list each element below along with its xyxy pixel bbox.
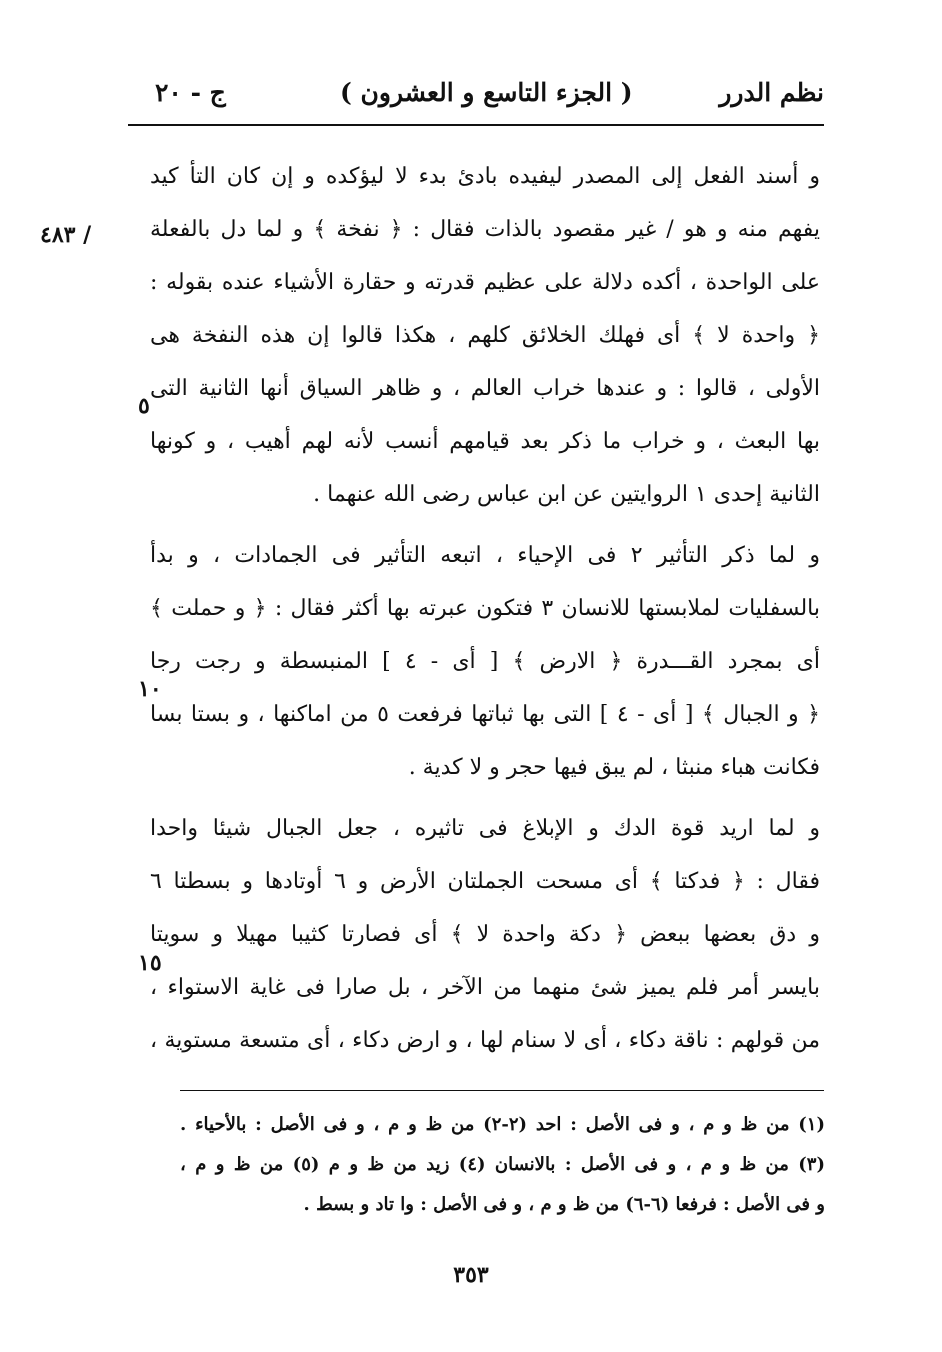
text-line: بالسفليات لملابستها للانسان ٣ فتكون عبرته بها أكثر فقال : ﴿ و حملت ﴾ — [150, 596, 820, 621]
text-line: ﴿ و الجبال ﴾ [ أى - ٤ ] التى بها ثباتها فرفعت ٥ من اماكنها ، و بستا بسا — [150, 702, 820, 727]
line-number-15: ١٥ — [138, 950, 162, 976]
text-line: و لما اريد قوة الدك و الإبلاغ فى تاثيره ، جعل الجبال شيئا واحدا — [150, 816, 820, 841]
page-number: ٣٥٣ — [453, 1262, 489, 1288]
text-line: فكانت هباء منبثا ، لم يبق فيها حجر و لا كدية . — [408, 755, 820, 780]
text-line: من قولهم : ناقة دكاء ، أى لا سنام لها ، و ارض دكاء ، أى متسعة مستوية ، — [150, 1028, 820, 1053]
text-line: و دق بعضها ببعض ﴿ دكة واحدة لا ﴾ أى فصارتا كثيبا مهيلا و سويتا — [150, 922, 820, 947]
text-line: فقال : ﴿ فدكتا ﴾ أى مسحت الجملتان الأرض و ٦ أوتادها و بسطتا ٦ — [150, 869, 820, 894]
text-line: ﴿ واحدة لا ﴾ أى فهلك الخلائق كلهم ، هكذا قالوا إن هذه النفخة هى — [150, 323, 820, 348]
part-title: ( الجزء التاسع و العشرون ) — [340, 78, 633, 107]
footnote-line: (٣) من ظ و م ، و فى الأصل : بالانسان (٤) زيد من ظ و م (٥) من ظ و م ، — [180, 1154, 825, 1175]
header-rule — [128, 124, 824, 126]
text-line: بها البعث ، و خراب ما ذكر بعد قيامهم أنسب لأنه لهم أهيب ، و كونها — [150, 429, 820, 454]
line-number-10: ١٠ — [138, 676, 162, 702]
text-line: أى بمجرد القـــدرة ﴿ الارض ﴾ [ أى - ٤ ] المنبسطة و رجت رجا — [150, 649, 820, 674]
line-number-5: ٥ — [138, 393, 150, 419]
main-text — [150, 150, 820, 1067]
text-line: الثانية إحدى ١ الروايتين عن ابن عباس رضى الله عنهما . — [313, 482, 820, 507]
folio-marker: / ٤٨٣ — [40, 222, 92, 248]
text-line: بايسر أمر فلم يميز شئ منهما من الآخر ، بل صارا فى غاية الاستواء ، — [150, 975, 820, 1000]
text-line: يفهم منه و هو / غير مقصود بالذات فقال : ﴿ نفخة ﴾ و لما دل بالفعلة — [150, 217, 820, 242]
volume-number: ج - ٢٠ — [155, 78, 226, 107]
footnotes — [180, 1105, 825, 1225]
running-title: نظم الدرر — [719, 78, 824, 107]
footnote-rule — [180, 1090, 824, 1091]
footnote-line: (١) من ظ و م ، و فى الأصل : احد (٢-٢) من ظ و م ، و فى الأصل : بالأحياء . — [180, 1114, 825, 1135]
text-line: الأولى ، قالوا : و عندها خراب العالم ، و ظاهر السياق أنها الثانية التى — [150, 376, 820, 401]
text-line: و أسند الفعل إلى المصدر ليفيده بادئ بدء لا ليؤكده و إن كان التأ كيد — [150, 164, 820, 189]
text-line: على الواحدة ، أكده دلالة على عظيم قدرته و حقارة الأشياء عنده بقوله : — [150, 270, 820, 295]
footnote-line: و فى الأصل : فرفعا (٦-٦) من ظ و م ، و فى الأصل : وا تاد و بسط . — [303, 1194, 825, 1215]
text-line: و لما ذكر التأثير ٢ فى الإحياء ، اتبعه التأثير فى الجمادات ، و بدأ — [150, 543, 820, 568]
